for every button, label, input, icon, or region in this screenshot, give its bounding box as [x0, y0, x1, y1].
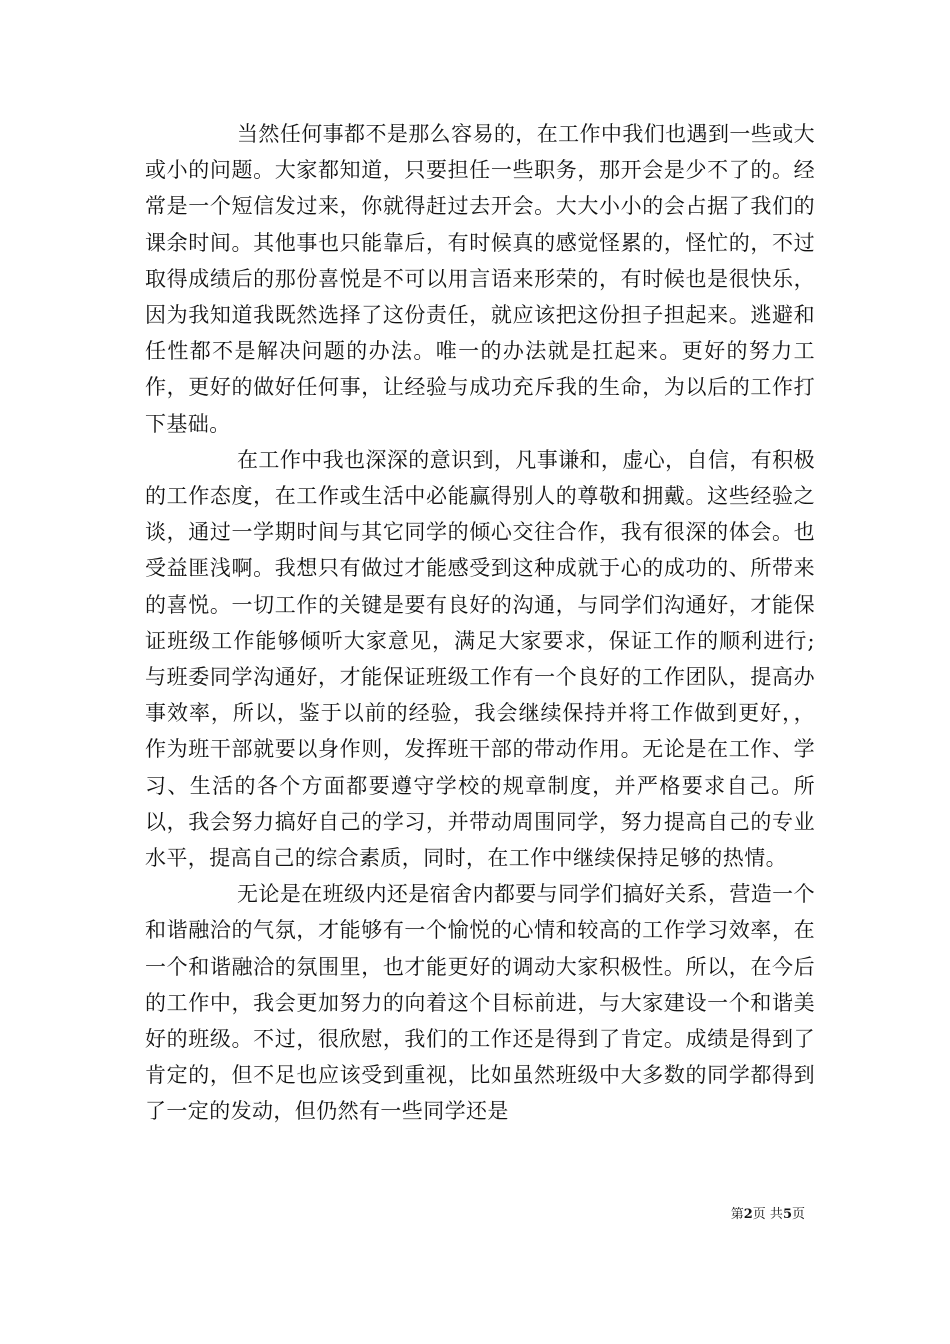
paragraph: 当然任何事都不是那么容易的，在工作中我们也遇到一些或大或小的问题。大家都知道，只要担任一些职务，那开会是少不了的。经常是一个短信发过来，你就得赶过去开会。大大小小的会占据了我们的课余时间。其他事也只能靠后，有时候真的感觉怪累的，怪忙的，不过取得成绩后的那份喜悦是不可以用言语来形荣的，有时候也是很快乐，因为我知道我既然选择了这份责任，就应该把这份担子担起来。逃避和任性都不是解决问题的办法。唯一的办法就是扛起来。更好的努力工作，更好的做好任何事，让经验与成功充斥我的生命，为以后的工作打下基础。: [145, 122, 815, 436]
footer-middle: 页 共: [752, 1207, 783, 1222]
footer-current-page: 2: [743, 1207, 753, 1222]
paragraph: 无论是在班级内还是宿舍内都要与同学们搞好关系，营造一个和谐融洽的气氛，才能够有一个愉悦的心情和较高的工作学习效率，在一个和谐融洽的氛围里，也才能更好的调动大家积极性。所以，在今后的工作中，我会更加努力的向着这个目标前进，与大家建设一个和谐美好的班级。不过，很欣慰，我们的工作还是得到了肯定。成绩是得到了肯定的，但不足也应该受到重视，比如虽然班级中大多数的同学都得到了一定的发动，但仍然有一些同学还是: [145, 882, 815, 1124]
document-body: [145, 116, 815, 1130]
footer-prefix: 第: [730, 1207, 744, 1222]
page-number-footer: [731, 1203, 805, 1222]
paragraph: 在工作中我也深深的意识到，凡事谦和，虚心，自信，有积极的工作态度，在工作或生活中必能赢得别人的尊敬和拥戴。这些经验之谈，通过一学期时间与其它同学的倾心交往合作，我有很深的体会。也受益匪浅啊。我想只有做过才能感受到这种成就于心的成功的、所带来的喜悦。一切工作的关键是要有良好的沟通，与同学们沟通好，才能保证班级工作能够倾听大家意见，满足大家要求，保证工作的顺利进行;与班委同学沟通好，才能保证班级工作有一个良好的工作团队，提高办事效率，所以，鉴于以前的经验，我会继续保持并将工作做到更好，，作为班干部就要以身作则，发挥班干部的带动作用。无论是在工作、学习、生活的各个方面都要遵守学校的规章制度，并严格要求自己。所以，我会努力搞好自己的学习，并带动周围同学，努力提高自己的专业水平，提高自己的综合素质，同时，在工作中继续保持足够的热情。: [145, 447, 815, 871]
footer-total-pages: 5: [782, 1207, 792, 1222]
footer-suffix: 页: [791, 1207, 805, 1222]
